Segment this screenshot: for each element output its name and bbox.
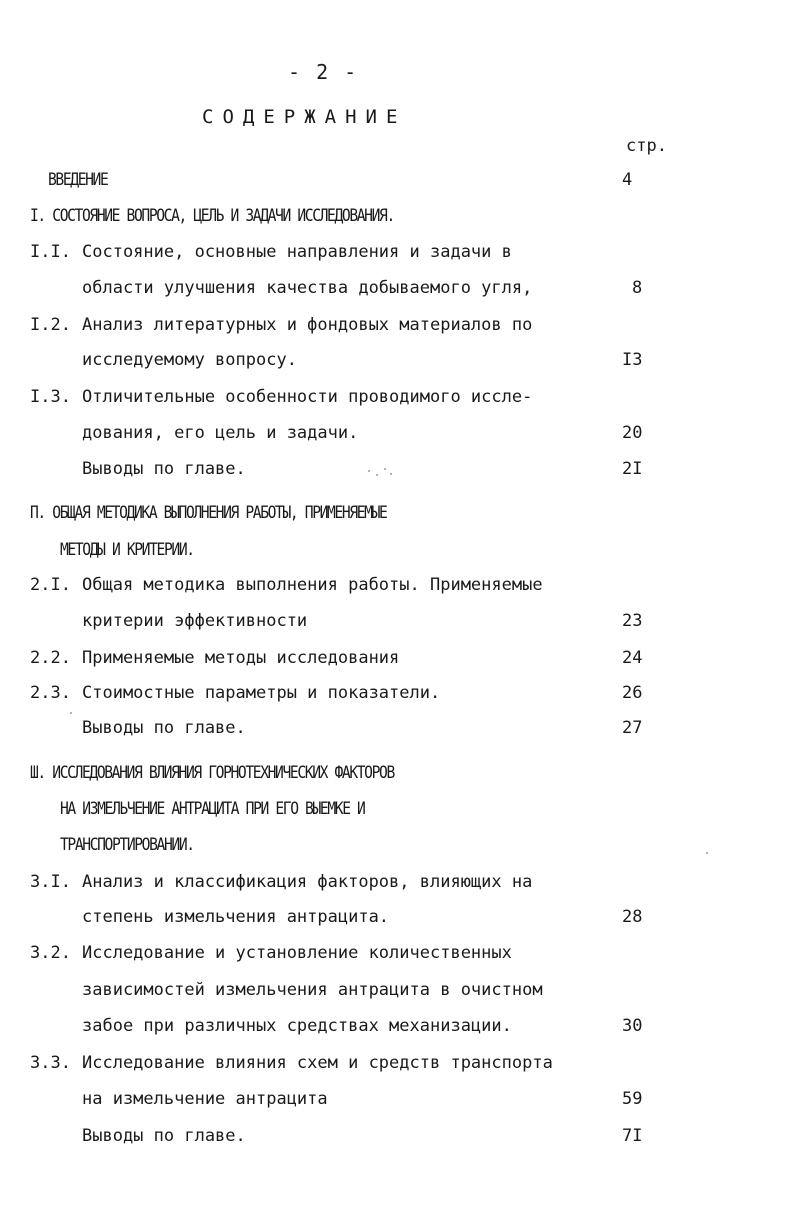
toc-entry-page: 59 bbox=[622, 1089, 643, 1109]
toc-entry-page: 23 bbox=[622, 611, 643, 631]
page-number: - 2 - bbox=[288, 60, 359, 84]
toc-entry-text-line3: забое при различных средствах механизации. bbox=[82, 1016, 512, 1036]
toc-entry-text-line2: на измельчение антрацита bbox=[82, 1089, 328, 1109]
toc-entry-text-line1: Исследование и установление количественных bbox=[82, 943, 512, 963]
toc-entry-number: 2.I. bbox=[30, 575, 71, 595]
toc-entry-text: Стоимостные параметры и показатели. bbox=[82, 683, 441, 703]
toc-entry-text-line2: МЕТОДЫ И КРИТЕРИИ. bbox=[60, 540, 194, 560]
toc-entry-number: I.2. bbox=[30, 315, 71, 335]
toc-entry-page: 2I bbox=[622, 459, 643, 479]
toc-entry-introduction bbox=[48, 170, 117, 190]
toc-entry-text: I. СОСТОЯНИЕ ВОПРОСА, ЦЕЛЬ И ЗАДАЧИ ИССЛЕДОВАНИЯ. bbox=[30, 206, 394, 226]
toc-entry-page: 7I bbox=[622, 1126, 643, 1146]
toc-entry-page: 4 bbox=[622, 170, 633, 190]
scan-speck bbox=[368, 470, 370, 472]
toc-entry-page: 27 bbox=[622, 718, 643, 738]
scan-speck bbox=[70, 712, 72, 714]
toc-entry-page: 26 bbox=[622, 683, 643, 703]
toc-chapter-2-cont bbox=[60, 540, 215, 560]
toc-entry-page: I3 bbox=[622, 350, 643, 370]
toc-entry-text-line1: Исследование влияния схем и средств транспорта bbox=[82, 1053, 553, 1073]
toc-entry-page: 20 bbox=[622, 423, 643, 443]
toc-entry-conclusions: Выводы по главе. bbox=[82, 718, 246, 738]
toc-entry-text-line1: Ш. ИССЛЕДОВАНИЯ ВЛИЯНИЯ ГОРНОТЕХНИЧЕСКИХ ФАКТОРОВ bbox=[30, 763, 394, 783]
toc-chapter-3-cont bbox=[60, 799, 414, 819]
toc-entry-number: I.3. bbox=[30, 387, 71, 407]
toc-entry-text-line2: критерии эффективности bbox=[82, 611, 308, 631]
toc-entry-page: 30 bbox=[622, 1016, 643, 1036]
toc-entry-page: 8 bbox=[632, 278, 643, 298]
toc-entry-text-line1: П. ОБЩАЯ МЕТОДИКА ВЫПОЛНЕНИЯ РАБОТЫ, ПРИМЕНЯЕМЫЕ bbox=[30, 503, 387, 523]
toc-entry-number: 3.3. bbox=[30, 1053, 71, 1073]
toc-entry-text-line2: степень измельчения антрацита. bbox=[82, 907, 390, 927]
toc-entry-text-line2: дования, его цель и задачи. bbox=[82, 423, 359, 443]
toc-chapter-3-cont2 bbox=[60, 835, 215, 855]
toc-entry-page: 24 bbox=[622, 648, 643, 668]
toc-entry-text-line2: НА ИЗМЕЛЬЧЕНИЕ АНТРАЦИТА ПРИ ЕГО ВЫЕМКЕ И bbox=[60, 799, 365, 819]
toc-entry-text-line1: Отличительные особенности проводимого иссле- bbox=[82, 387, 533, 407]
toc-entry-text-line2: области улучшения качества добываемого угля, bbox=[82, 278, 533, 298]
toc-entry-text-line1: Анализ литературных и фондовых материалов по bbox=[82, 315, 533, 335]
scan-speck bbox=[390, 473, 392, 475]
page-column-label: стр. bbox=[626, 136, 667, 156]
toc-entry-number: 3.I. bbox=[30, 872, 71, 892]
toc-entry-text: Применяемые методы исследования bbox=[82, 648, 400, 668]
toc-entry-text-line2: зависимостей измельчения антрацита в очистном bbox=[82, 980, 543, 1000]
toc-heading: СОДЕРЖАНИЕ bbox=[202, 106, 407, 128]
toc-entry-number: 2.2. bbox=[30, 648, 71, 668]
toc-entry-text: ВВЕДЕНИЕ bbox=[48, 170, 108, 190]
toc-chapter-3 bbox=[30, 763, 453, 783]
toc-entry-text-line3: ТРАНСПОРТИРОВАНИИ. bbox=[60, 835, 194, 855]
toc-entry-text-line1: Анализ и классификация факторов, влияющих на bbox=[82, 872, 533, 892]
toc-entry-page: 28 bbox=[622, 907, 643, 927]
toc-entry-number: I.I. bbox=[30, 242, 71, 262]
toc-entry-conclusions: Выводы по главе. bbox=[82, 1126, 246, 1146]
scan-speck bbox=[376, 474, 378, 476]
scan-speck bbox=[706, 852, 708, 854]
toc-entry-text-line2: исследуемому вопросу. bbox=[82, 350, 297, 370]
scan-speck bbox=[384, 468, 386, 470]
toc-entry-conclusions: Выводы по главе. bbox=[82, 459, 246, 479]
toc-entry-text-line1: Состояние, основные направления и задачи в bbox=[82, 242, 512, 262]
toc-chapter-2 bbox=[30, 503, 444, 523]
toc-entry-number: 3.2. bbox=[30, 943, 71, 963]
toc-entry-text-line1: Общая методика выполнения работы. Применяемые bbox=[82, 575, 543, 595]
toc-chapter-1 bbox=[30, 206, 453, 226]
toc-entry-number: 2.3. bbox=[30, 683, 71, 703]
